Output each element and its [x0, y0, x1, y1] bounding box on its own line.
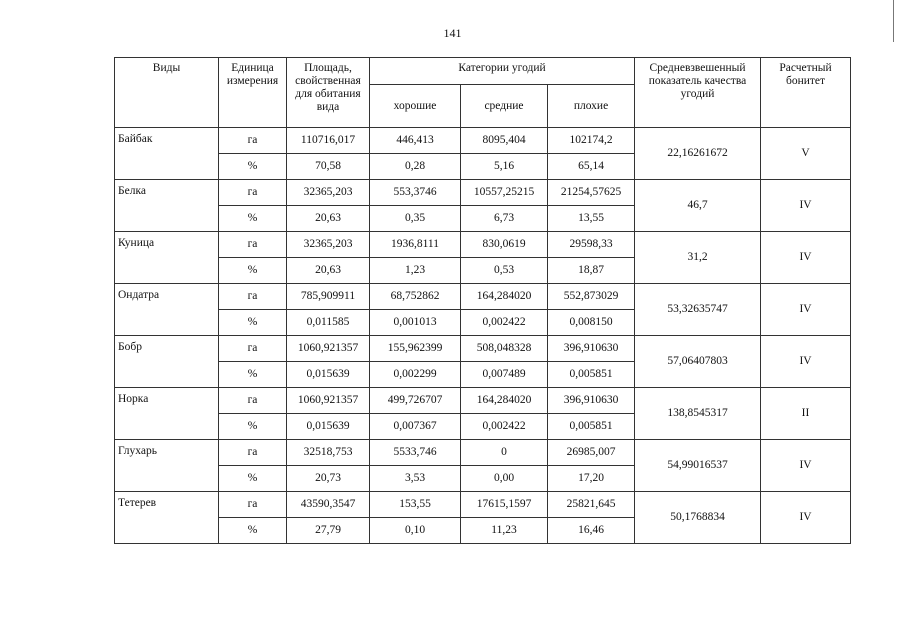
species-name: Байбак: [115, 128, 219, 180]
cell-medium: 11,23: [461, 518, 548, 544]
cell-area: 110716,017: [287, 128, 370, 154]
table-body: [115, 128, 851, 544]
species-name: Бобр: [115, 336, 219, 388]
header-categories: Категории угодий: [370, 58, 635, 85]
species-name: Белка: [115, 180, 219, 232]
cell-unit: га: [219, 284, 287, 310]
cell-poor: 102174,2: [548, 128, 635, 154]
cell-good: 0,28: [370, 154, 461, 180]
cell-medium: 0: [461, 440, 548, 466]
cell-unit: га: [219, 232, 287, 258]
cell-poor: 0,005851: [548, 362, 635, 388]
table-row: [115, 128, 851, 154]
cell-good: 0,10: [370, 518, 461, 544]
cell-unit: %: [219, 362, 287, 388]
cell-good: 1936,8111: [370, 232, 461, 258]
cell-good: 68,752862: [370, 284, 461, 310]
cell-area: 0,011585: [287, 310, 370, 336]
cell-poor: 21254,57625: [548, 180, 635, 206]
cell-unit: %: [219, 206, 287, 232]
cell-unit: га: [219, 128, 287, 154]
cell-bonitet: IV: [761, 284, 851, 336]
cell-unit: га: [219, 388, 287, 414]
cell-area: 43590,3547: [287, 492, 370, 518]
cell-medium: 830,0619: [461, 232, 548, 258]
cell-bonitet: V: [761, 128, 851, 180]
cell-poor: 26985,007: [548, 440, 635, 466]
cell-weighted: 22,16261672: [635, 128, 761, 180]
cell-weighted: 46,7: [635, 180, 761, 232]
cell-area: 785,909911: [287, 284, 370, 310]
cell-poor: 552,873029: [548, 284, 635, 310]
table-row: [115, 440, 851, 466]
cell-poor: 29598,33: [548, 232, 635, 258]
page-number: 141: [443, 26, 462, 40]
cell-medium: 0,002422: [461, 310, 548, 336]
table-row: [115, 284, 851, 310]
cell-poor: 65,14: [548, 154, 635, 180]
cell-poor: 396,910630: [548, 388, 635, 414]
cell-medium: 164,284020: [461, 284, 548, 310]
cell-good: 3,53: [370, 466, 461, 492]
cell-bonitet: II: [761, 388, 851, 440]
cell-medium: 5,16: [461, 154, 548, 180]
cell-unit: га: [219, 440, 287, 466]
cell-weighted: 54,99016537: [635, 440, 761, 492]
table-row: [115, 336, 851, 362]
scan-edge-line: [893, 0, 894, 42]
cell-good: 155,962399: [370, 336, 461, 362]
cell-poor: 25821,645: [548, 492, 635, 518]
cell-area: 20,63: [287, 206, 370, 232]
table-row: [115, 492, 851, 518]
species-name: Норка: [115, 388, 219, 440]
cell-area: 1060,921357: [287, 388, 370, 414]
cell-good: 1,23: [370, 258, 461, 284]
cell-poor: 0,005851: [548, 414, 635, 440]
cell-good: 0,007367: [370, 414, 461, 440]
cell-poor: 17,20: [548, 466, 635, 492]
cell-poor: 16,46: [548, 518, 635, 544]
header-bonitet: Расчетный бонитет: [761, 58, 851, 128]
cell-medium: 0,007489: [461, 362, 548, 388]
cell-poor: 18,87: [548, 258, 635, 284]
cell-good: 553,3746: [370, 180, 461, 206]
cell-area: 1060,921357: [287, 336, 370, 362]
table-row: [115, 180, 851, 206]
species-name: Куница: [115, 232, 219, 284]
header-good: хорошие: [370, 85, 461, 128]
cell-good: 0,35: [370, 206, 461, 232]
cell-bonitet: IV: [761, 336, 851, 388]
cell-bonitet: IV: [761, 232, 851, 284]
cell-good: 446,413: [370, 128, 461, 154]
cell-poor: 396,910630: [548, 336, 635, 362]
cell-good: 5533,746: [370, 440, 461, 466]
cell-medium: 0,53: [461, 258, 548, 284]
species-name: Глухарь: [115, 440, 219, 492]
cell-weighted: 138,8545317: [635, 388, 761, 440]
header-poor: плохие: [548, 85, 635, 128]
cell-weighted: 31,2: [635, 232, 761, 284]
cell-unit: %: [219, 466, 287, 492]
cell-medium: 508,048328: [461, 336, 548, 362]
cell-weighted: 57,06407803: [635, 336, 761, 388]
cell-area: 20,73: [287, 466, 370, 492]
cell-medium: 17615,1597: [461, 492, 548, 518]
cell-poor: 13,55: [548, 206, 635, 232]
cell-good: 0,001013: [370, 310, 461, 336]
cell-area: 0,015639: [287, 414, 370, 440]
cell-area: 32365,203: [287, 180, 370, 206]
header-medium: средние: [461, 85, 548, 128]
cell-good: 153,55: [370, 492, 461, 518]
cell-bonitet: IV: [761, 180, 851, 232]
cell-unit: га: [219, 336, 287, 362]
cell-area: 32518,753: [287, 440, 370, 466]
table-row: [115, 232, 851, 258]
table-row: [115, 388, 851, 414]
cell-unit: га: [219, 180, 287, 206]
cell-medium: 6,73: [461, 206, 548, 232]
cell-good: 499,726707: [370, 388, 461, 414]
header-weighted: Средневзвешенный показатель качества угодий: [635, 58, 761, 128]
cell-medium: 8095,404: [461, 128, 548, 154]
cell-area: 32365,203: [287, 232, 370, 258]
cell-unit: %: [219, 310, 287, 336]
cell-medium: 0,00: [461, 466, 548, 492]
cell-area: 20,63: [287, 258, 370, 284]
cell-weighted: 53,32635747: [635, 284, 761, 336]
cell-unit: %: [219, 154, 287, 180]
cell-unit: га: [219, 492, 287, 518]
cell-medium: 10557,25215: [461, 180, 548, 206]
cell-good: 0,002299: [370, 362, 461, 388]
cell-bonitet: IV: [761, 440, 851, 492]
cell-unit: %: [219, 414, 287, 440]
cell-weighted: 50,1768834: [635, 492, 761, 544]
cell-poor: 0,008150: [548, 310, 635, 336]
species-name: Ондатра: [115, 284, 219, 336]
cell-unit: %: [219, 518, 287, 544]
cell-medium: 164,284020: [461, 388, 548, 414]
cell-area: 0,015639: [287, 362, 370, 388]
header-species: Виды: [115, 58, 219, 128]
cell-bonitet: IV: [761, 492, 851, 544]
cell-area: 70,58: [287, 154, 370, 180]
header-area: Площадь, свойственная для обитания вида: [287, 58, 370, 128]
cell-area: 27,79: [287, 518, 370, 544]
cell-medium: 0,002422: [461, 414, 548, 440]
habitat-quality-table: [114, 57, 851, 544]
species-name: Тетерев: [115, 492, 219, 544]
header-unit: Единица измерения: [219, 58, 287, 128]
cell-unit: %: [219, 258, 287, 284]
